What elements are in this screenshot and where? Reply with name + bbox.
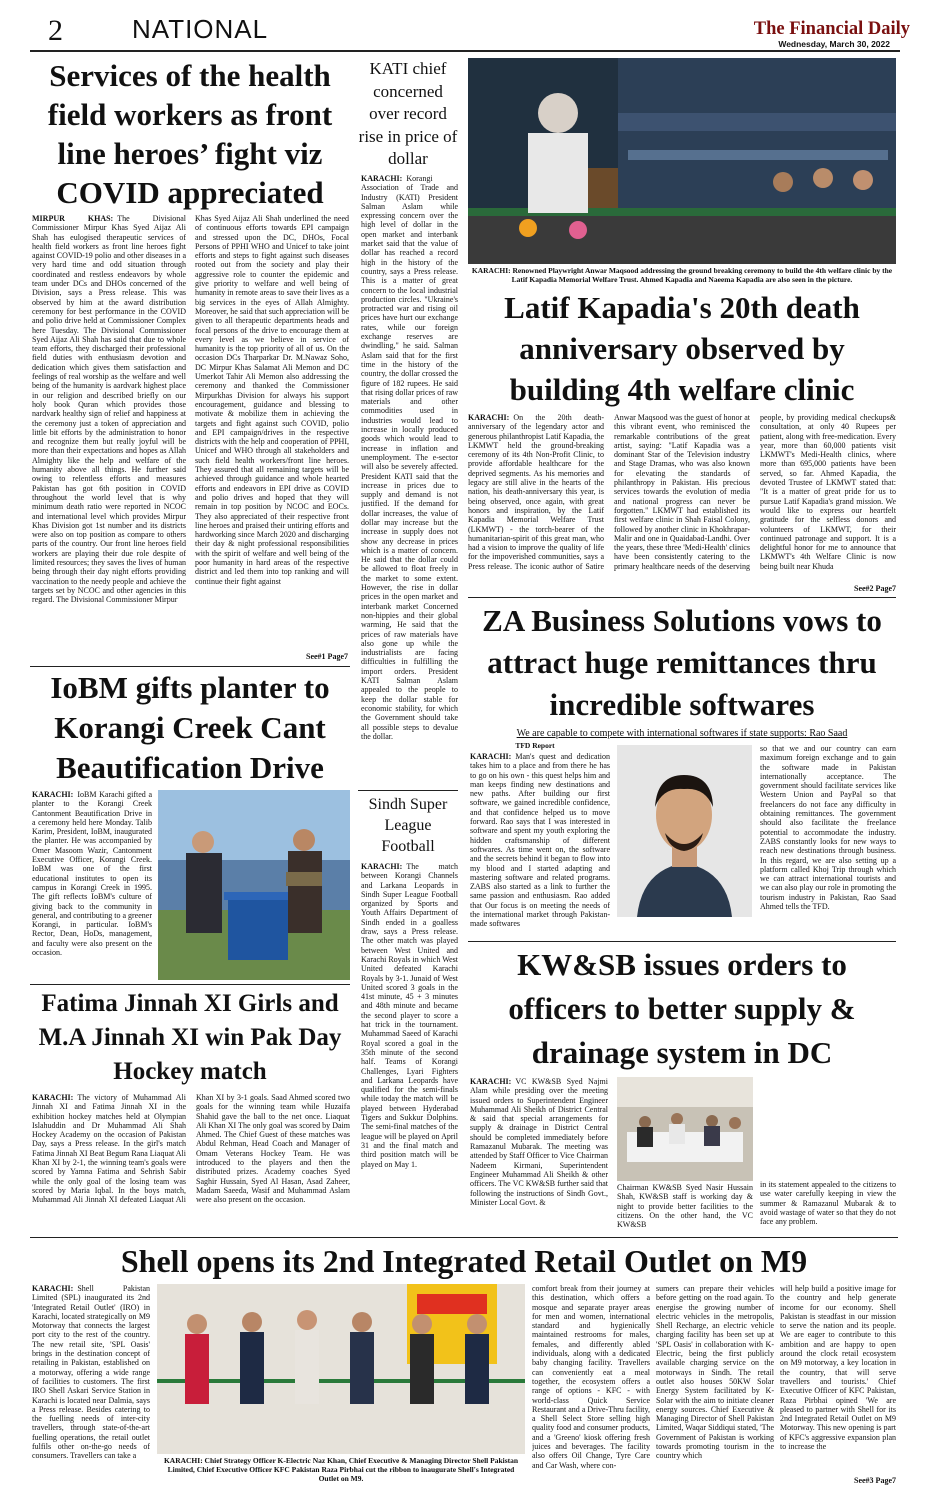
headline-zabs: ZA Business Solutions vows to attract huge remittances thru incredible softwares xyxy=(482,603,882,722)
kwsb-photo xyxy=(617,1077,753,1181)
zabs-portrait-illustration xyxy=(617,745,752,917)
divider xyxy=(30,984,350,985)
article-shell-col3 xyxy=(656,1284,774,1486)
article-health-col1 xyxy=(32,214,186,662)
continued-label: See#1 Page7 xyxy=(306,652,348,661)
iobm-photo-illustration xyxy=(158,790,350,980)
dateline: KARACHI: xyxy=(470,752,512,761)
article-text: Khas Syed Aijaz Ali Shah underlined the need of continuous efforts towards EPI campaign and stressed upon the DC, DHOs, Focal Persons of PPHI WHO and Unicef to take joint efforts and steps to fight against such diseases rooted out from the society and play their aggressive role to counter the epidemic and give priority to welfare and well being of humanity in remote areas to save their lives as a big services in the eyes of Allah Almighty. Moreover, he said that such appreciation will be given to all therapeutic departments heads and focal persons of the drive to encourage them at every level as we believe in service of humanity is the top priority of all of us. On the occasion DCs Tharparkar Dr. M.Nawaz Soho, DC Mirpur Khas Salamat Ali Memon and DC Umerkot Tahir Ali Memon also addressing the ceremony and thanked the Commissioner Mirpurkhas Division for always his support encouragement, guidance and blessing to motivate & mobilize them in achieving the targets and fight against such COVID, polio and EPI campaign/drives in the respective districts with the help and cooperation of PPHI, Unicef and WHO through all stakeholders and such field health workers/front line heroes. They assured that all remaining targets will be achieved through guidance and whole hearted efforts and endeavors in EPI drive as COVID and polio drives and hoped that they will remain in top position by NCOC and EOCs. They also appreciated of their respective front line heroes and praised their untiring efforts and hardworking since March 2020 and discharging their day & night professional responsibilities with the spirit of welfare and well being of the poor humanity in hard areas of the respective district and led them into top ranking and will continue their fight against xyxy=(195,214,349,586)
article-shell-col1 xyxy=(32,1284,150,1486)
article-text: Korangi Association of Trade and Industry (KATI) President Salman Aslam while expressing concern over the high level of dollar in the open market and interbank market said that the value of dollar has reached a record high in the history of the country, says a Press release. This is a matter of great concern to the local industrial production circles. "Ukraine's protracted war and rising oil prices have hurt our exchange rates, while our foreign exchange reserves are dwindling," he said. Salman Aslam said that for the first time in the history of the country, the dollar crossed the figure of 182 rupees. He said that rising dollar prices of raw materials and other commodities used in industries would lead to increase in locally produced goods which would lead to increase in inflation and unemployment. The e-sector will also be severely affected. President KATI said that the increase in prices due to supply and demand is not justified. If the demand for dollar increases, the value of dollar may increase but the increase in supply does not show any decrease in prices which is a matter of concern. He said that the dollar could be allowed to float freely in the market to some extent. However, the rise in dollar prices in the open market and interbank market Concerned non-hippies and their global warming, He said that the prices of raw materials have also gone up while the industrialists are facing difficulties in fulfilling the import orders. President KATI Salman Aslam appealed to the people to keep the dollar stable for economic stability, for which the Government should take all possible steps to devalue the dollar. xyxy=(361,174,458,741)
dateline: KARACHI: xyxy=(32,790,74,799)
headline-latif: Latif Kapadia's 20th death anniversary observed by building 4th welfare clinic xyxy=(504,290,860,407)
article-text: so that we and our country can earn maximum foreign exchange and to gain the software made in Pakistan internationally acceptance. The government should facilitate services like Western Union and PayPal so that freelancers do not face any difficulty in obtaining remittances. The government should also facilitate the freelance potential to accommodate the industry. ZABS constantly looks for new ways to reach new destinations through business. In this regard, we are also setting up a platform called Khoj Trip through which we can attract international tourists and we can also play our role in promoting the tourism industry in Pakistan, Rao Saad Ahmed tells the TFD. xyxy=(760,744,896,912)
article-text: The Divisional Commissioner Mirpur Khas Syed Aijaz Ali Shah has eulogised therapeutic services of health field workers as front line heroes fight against COVID-19 polio and other diseases in a very hard time and odd situation through coordinated and restless endeavors by whole team under DCs and DHOs concerned of the Division, says a Press release. This was observed by him at the award distribution ceremony for best performance in the COVID and polio drive held at Commissioner Complex here Tuesday. The Divisional Commissioner Syed Aijaz Ali Shah has said that due to whole team efforts, they discharged their professional field duties with enthusiasm devotion and dedication which gives them satisfaction and feelings of real worship as the welfare and well being of the humanity is aardvark highest place in our religion and described briefly on our holy book Quran which provides those nardvark healthy sign of relief and happiness at the ceremony just a token of appreciation and little bit efforts by the administration to honor and recognize them but really joyful will be more than their expectations and hopes as Allah Almighty like the help and welfare of the humanity above all things. He further said owing to relentless efforts and measures Pakistan has got 6th position in COVID throughout the world level that is why minimum death ratio were reported in NCOC and international level which provides Mirpur Khas Division got 1st number and its districts were also on top position as compare to others parts of the country. Our front line heroes field workers are playing their due role despite of limited resources; they saves the lives of human being through their day night efforts providing vaccination to the needy people and achieve the targets set by NCOC and other agencies in this regard. The Divisional Commissioner Mirpur xyxy=(32,214,186,605)
headline-kwsb: KW&SB issues orders to officers to better supply & drainage system in DC xyxy=(508,947,856,1070)
article-iobm xyxy=(32,790,152,982)
zabs-subhead: We are capable to compete with international softwares if state supports: Rao Saad xyxy=(516,728,848,739)
article-text: The match between Korangi Channels and Larkana Leopards in Sindh Super League Football organized by Sports and Youth Affairs Department of Sindh ended in a goalless draw, says a Press release. The other match was played between West United and Karachi Royals in which West United defeated Karachi Royals by 3-1. Junaid of West United scored 3 goals in the 41st minute, 45 + 3 minutes and 48th minute and became the second player to score a hat trick in the tournament. Muhammad Saeed of Karachi Royal scored a goal in the 35th minute of the second half. Teams of Korangi Challenges, Lyari Fighters and Larkana Leopards have qualified for the semi-finals while today the match will be played between Hyderabad Tigers and Sukkur Dolphins. The semi-final matches of the league will be played on April 31 and the final match and third position match will be played on May 1. xyxy=(361,862,458,1169)
shell-photo-caption: KARACHI: Chief Strategy Officer K-Electric Naz Khan, Chief Executive & Managing Director Shell Pakistan Limited, Chief Executive Officer KFC Pakistan Raza Pirbhai cut the ribbon to inaugurate Shell's Integrated Outlet on M9. xyxy=(163,1456,519,1483)
article-kati xyxy=(361,174,458,788)
article-text: On the 20th death-anniversary of the legendary actor and generous philanthropist Latif Kapadia, the LKMWT held the ground-breaking ceremony of its 4th Non-Profit Clinic, to provide affordable healthcare for the deprived segments. As his memories and legacy are still alive in the hearts of the nation, his death-anniversary this year, is being observed, once again, with great honors and inspiration, by the Latif Kapadia Memorial Welfare Trust (LKMWT) - the torch-bearer of the humanitarian-spirit of this great man, who had a vision to improve the quality of life for the impoverished communities, says a Press release. The iconic author of Satire Anwar Maqsood was the guest of honor at this vibrant event, who reminisced the remarkable contributions of the great artist, saying: "Latif Kapadia was a dominant Star of the Television industry and Stage Dramas, who was also known for elevating the standards of philanthropy in Pakistan. His precious services towards the evolution of media and national progress can never be forgotten." LKMWT had established its first welfare clinic in Shah Faisal Colony, followed by another clinic in Khokhrapar-Malir and one in Quaidabad-Landhi. Over the years, these three 'Medi-Health' clinics have been consistently catering to the primary healthcare needs of the deserving people, by providing medical checkups& consultation, at only 40 Rupees per patient, along with free-medication. Every year, more than 60,000 patients visit LKMWT's Medi-Health clinics, where more than 695,000 patients have been served, so far. Ahmed Kapadia, the devoted Trustee of LKMWT stated that: "It is a matter of great pride for us to pursue Latif Kapadia's grand mission. We would like to express our heartfelt gratitude for the selfless donors and volunteers of LKMWT, for their continued patronage and support. It is a delightful honor for me to announce that LKMWT's 4th Welfare Clinic is now being built near Khuda xyxy=(468,413,896,571)
article-text: Man's quest and dedication takes him to a place and from there he has to go on his own - this quest helps him and man keeps finding new destinations and new paths. After building our first software, we gained incredible confidence, and that confidence helped us to move forward. Rao says that I was interested in software and spent my youth exploring the hidden craftsmanship of different softwares. As time went on, the software and the secrets behind it began to flow into my blood and I started adapting and mastering software and related programs. ZABS also started as a link to further the same passion and enthusiasm. Rao added that Our focus is on meeting the needs of the international market through Pakistan-made softwares xyxy=(470,752,610,929)
headline-iobm: IoBM gifts planter to Korangi Creek Cant Beautification Drive xyxy=(50,670,330,785)
divider xyxy=(358,790,458,791)
article-text: sumers can prepare their vehicles before getting on the road again. To energise the growing number of electric vehicles in the metropolis, Shell Recharge, an electric vehicle charging facility has been set up at 'SPL Oasis' in collaboration with K-Electric, being the first publicly available charging service on the motorways in Sindh. The retail outlet also houses 50KW Solar Energy System facilitated by K-Solar with the aim to initiate cleaner energy sources. Chief Executive & Managing Director of Shell Pakistan Limited, Waqar Siddiqui stated, 'The Government of Pakistan is working towards promoting tourism in the country which xyxy=(656,1284,774,1461)
headline-kati: KATI chief concerned over record rise in price of dollar xyxy=(358,59,458,168)
section-title: NATIONAL xyxy=(132,14,269,44)
article-football xyxy=(361,862,458,1232)
dateline: MIRPUR KHAS: xyxy=(32,214,114,223)
article-latif xyxy=(468,413,896,583)
divider xyxy=(30,1237,898,1238)
kwsb-photo-illustration xyxy=(617,1077,753,1181)
article-kwsb-col1 xyxy=(470,1077,608,1235)
latif-photo xyxy=(468,58,896,264)
divider xyxy=(468,941,896,942)
article-text: Chairman KW&SB Syed Nasir Hussain Shah, KW&SB staff is working day & night to provide better facilities to the citizens. On the other hand, the VC KW&SB xyxy=(617,1183,753,1230)
headline-shell: Shell opens its 2nd Integrated Retail Outlet on M9 xyxy=(120,1243,808,1279)
dateline: KARACHI: xyxy=(32,1284,74,1293)
dateline: KARACHI: xyxy=(361,862,403,871)
shell-photo-illustration xyxy=(157,1284,525,1454)
article-health-col2 xyxy=(195,214,349,654)
article-kwsb-col3 xyxy=(760,1180,896,1235)
issue-date: Wednesday, March 30, 2022 xyxy=(778,39,890,49)
headline-hockey: Fatima Jinnah XI Girls and M.A Jinnah XI win Pak Day Hockey match xyxy=(38,990,342,1085)
paper-name: The Financial Daily xyxy=(753,19,910,39)
article-shell-col4 xyxy=(780,1284,896,1474)
masthead-rule xyxy=(30,50,900,52)
latif-photo-illustration xyxy=(468,58,896,264)
article-text: comfort break from their journey at this destination, which offers a mosque and separate prayer areas for men and women, international standard and hygienically maintained restrooms for males, females, and differently abled individuals, along with a dedicated baby changing facility. Travellers can conveniently eat a meal together, the ecosystem offers a range of options - KFC - with world-class Quick Service Restaurant and a Drive-Thru facility, a Shell Select Store selling high quality food and consumer products, and a 'Greeno' kiosk offering fresh juices and beverages. The facility also offers Oil Change, Tyre Care and Car Wash, where con- xyxy=(532,1284,650,1470)
article-text: Shell Pakistan Limited (SPL) inaugurated its 2nd 'Integrated Retail Outlet' (IRO) in Karachi, located strategically on M9 Motorway that connects the largest port city to the rest of the country. The new retail site, 'SPL Oasis' brings in the destination concept of retailing in Pakistan, established on a motorway, offering a wide range of facilities to customers. The first IRO Shell Askari Service Station in Karachi is located near Dalmia, says a Press release. Besides catering to the fuelling needs of inter-city travellers, through state-of-the-art fuelling operations, the retail outlet fulfils other on-the-go needs of consumers. Travellers can take a xyxy=(32,1284,150,1461)
dateline: KARACHI: xyxy=(470,1077,512,1086)
article-zabs-col1 xyxy=(470,752,610,938)
article-text: in its statement appealed to the citizens to use water carefully keeping in view the summer & Ramazanul Mubarak & to avoid wastage of water so that they do not face any problem. xyxy=(760,1180,896,1227)
dateline: KARACHI: xyxy=(361,174,403,183)
iobm-photo xyxy=(158,790,350,980)
dateline: KARACHI: xyxy=(32,1093,74,1102)
zabs-byline: TFD Report xyxy=(515,741,555,750)
article-hockey xyxy=(32,1093,350,1233)
article-shell-col2 xyxy=(532,1284,650,1486)
article-text: VC KW&SB Syed Najmi Alam while presiding over the meeting issued orders to Superintendent Engineer Muhammad Ali Sheikh of District Central & said that special arrangements for supply & drainage in District Central should be completed immediately before Ramazanul Mubarak. The meeting was attended by Staff Officer to Vice Chairman Nadeem Kirmani, Superintendent Engineer Muhammad Ali Sheikh & other officers. The VC KW&SB further said that following the instructions of Sindh Govt., Minister Local Govt. & xyxy=(470,1077,608,1207)
divider xyxy=(30,666,350,667)
article-text: The victory of Muhammad Ali Jinnah XI and Fatima Jinnah XI in the exhibition hockey matches held at Olympian Islahuddin and Dr Muhammad Ali Shah Hockey Academy on the occasion of Pakistan Day, says a Press release. In the girl's match Fatima Jinnah XI Beat Begum Rana Liaquat Ali Khan XI by 2-1, the winning team's goals were scored by Yamna Fatima and Sehrish Sabir while the only goal of the losing team was scored by Maria Iqbal. In the boys match, Muhammad Ali Jinnah XI defeated Liaquat Ali Khan XI by 3-1 goals. Saad Ahmed scored two goals for the winning team while Huzaifa Shahid gave the ball to the net once. Liaquat Ali Khan XI The only goal was scored by Daim Ahmed. The Chief Guest of these matches was Abdul Rehman, Head Coach and Manager of Omam Veterans Hockey Team. He was introduced to the players and then the distributed prizes. Academy coaches Syed Saghir Hussain, Syed Al Hasan, Asad Zaheer, Madam Saeeda, Wasif and Muhammad Aslam were also present on the occasion. xyxy=(32,1093,350,1205)
article-kwsb-col2 xyxy=(617,1183,753,1235)
article-text: IoBM Karachi gifted a planter to the Korangi Creek Cantonment Beautification Drive in a ceremony held here Monday. Talib Karim, President, IoBM, inaugurated the planter. He was accompanied by Omer Masoom Wazir, Cantonment Executive Officer, Korangi Creek. IoBM was one of the first educational institutes to open its campus in Korangi Creek in 1995. The gift reflects IoBM's culture of giving back to the community in general, and contributing to a greener Korangi, in particular. IoBM's Rector, Dean, HoDs, management, and faculty were also present on the occasion. xyxy=(32,790,152,958)
continued-label: See#2 Page7 xyxy=(854,584,896,593)
headline-health: Services of the health field workers as front line heroes’ fight viz COVID appreciated xyxy=(47,58,333,210)
continued-label: See#3 Page7 xyxy=(854,1476,896,1485)
page-number: 2 xyxy=(48,14,63,47)
article-zabs-col2 xyxy=(760,744,896,939)
shell-photo xyxy=(157,1284,525,1454)
latif-photo-caption: KARACHI: Renowned Playwright Anwar Maqsood addressing the ground breaking ceremony to build the 4th welfare clinic by the Latif Kapadia Memorial Welfare Trust. Ahmed Kapadia and Naeema Kapadia are also seen in the picture. xyxy=(471,266,893,284)
headline-football: Sindh Super League Football xyxy=(368,796,448,855)
divider xyxy=(468,597,896,598)
zabs-portrait xyxy=(617,745,752,917)
article-text: will help build a positive image for the country and help generate income for our economy. Shell Pakistan is steadfast in our mission to serve the nation and its people. We are eager to contribute to this ambition and are happy to open around the clock retail ecosystem on M9 motorway, a key location in the country, that will serve travellers and tourists.' Chief Executive Officer of KFC Pakistan, Raza Pirbhai opined 'We are pleased to partner with Shell for its 2nd Integrated Retail Outlet on M9 Motorway. This new opening is part of KFC's aggressive expansion plan to increase the xyxy=(780,1284,896,1452)
dateline: KARACHI: xyxy=(468,413,510,422)
